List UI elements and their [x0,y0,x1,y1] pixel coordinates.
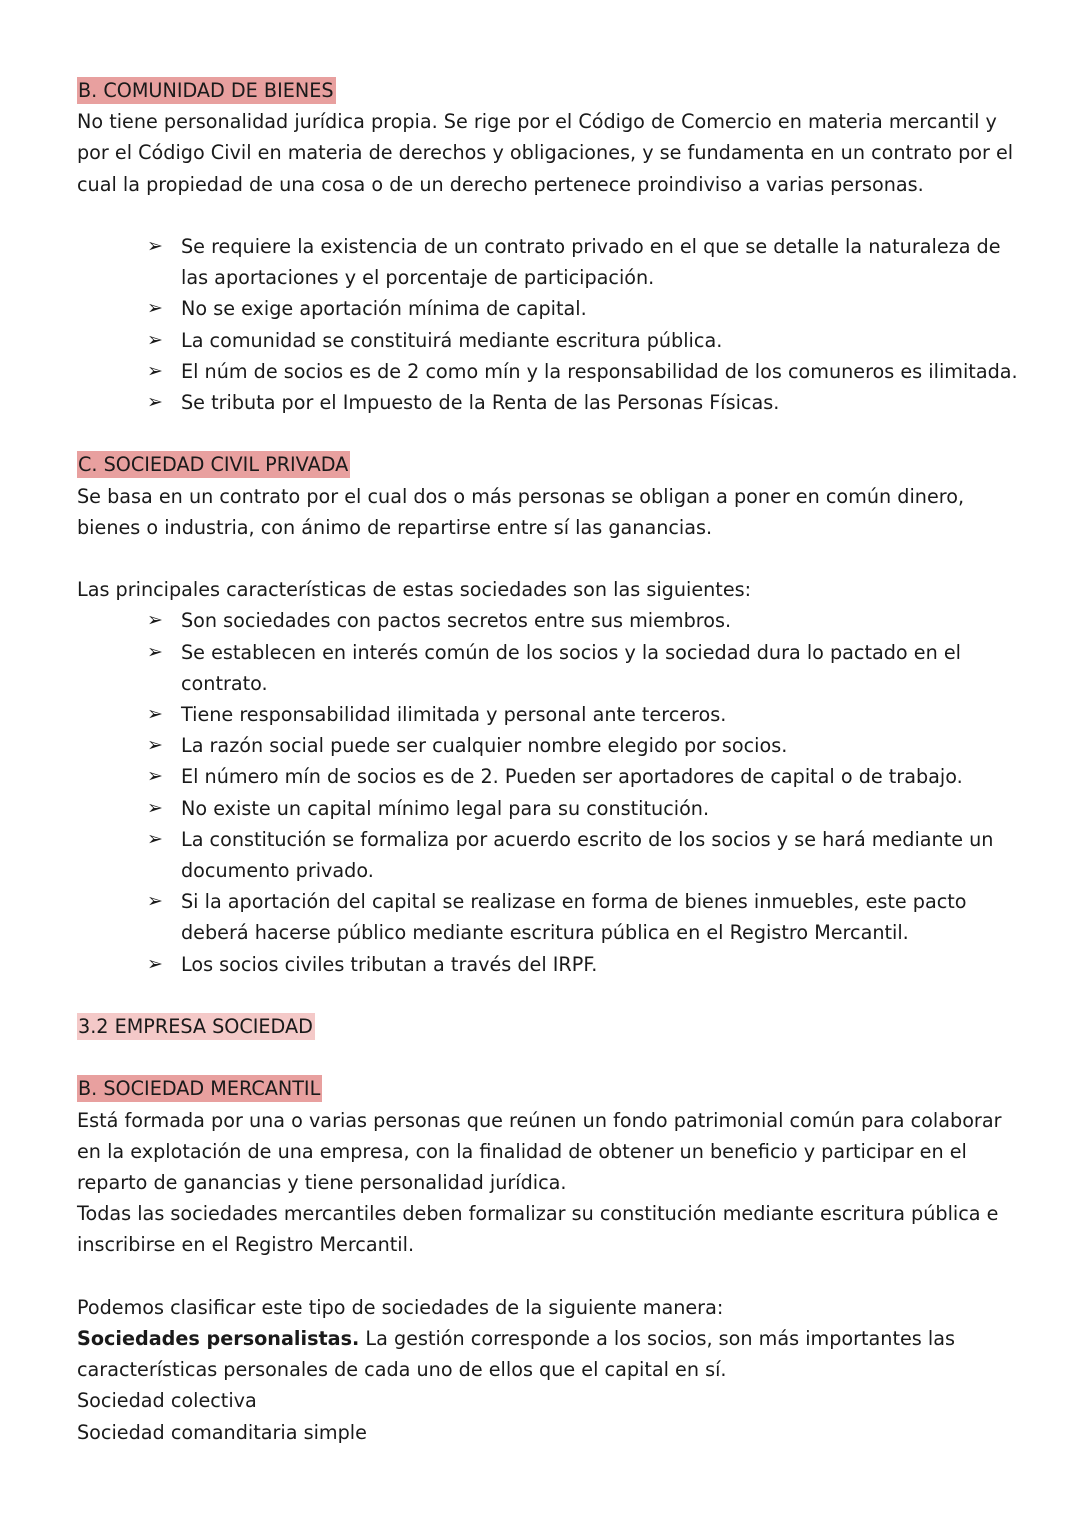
list-intro: Las principales características de estas sociedades son las siguientes: [77,578,752,602]
paragraph-line: Todas las sociedades mercantiles deben formalizar su constitución mediante escritura pública e [77,1202,999,1226]
paragraph-line: No tiene personalidad jurídica propia. Se rige por el Código de Comercio en materia mercantil y [77,110,997,134]
arrow-bullet-icon: ➢ [147,235,163,257]
section-heading-mercantil: B. SOCIEDAD MERCANTIL [78,1077,321,1101]
arrow-bullet-icon: ➢ [147,796,163,819]
list-item: ➢ Se requiere la existencia de un contrato privado en el que se detalle la naturaleza de las aportaciones y el porcentaje de participación. [77,231,990,293]
paragraph-line: Se basa en un contrato por el cual dos o más personas se obligan a poner en común dinero, [77,484,965,508]
list-item: ➢ Se establecen en interés común de los socios y la sociedad dura lo pactado en el contrato. [77,637,990,699]
arrow-bullet-icon: ➢ [147,765,163,788]
paragraph-line: reparto de ganancias y tiene personalidad jurídica. [77,1171,567,1195]
bullet-list-civil [77,605,994,979]
arrow-bullet-icon: ➢ [147,391,163,414]
paragraph-line: por el Código Civil en materia de derechos y obligaciones, y se fundamenta en un contrato por el [77,141,1014,165]
list-item: ➢ No se exige aportación mínima de capital. [77,293,990,324]
section-heading-empresa: 3.2 EMPRESA SOCIEDAD [78,1015,313,1039]
arrow-bullet-icon: ➢ [147,328,163,351]
list-item: ➢ La razón social puede ser cualquier nombre elegido por socios. [77,730,990,761]
arrow-bullet-icon: ➢ [147,734,163,757]
paragraph-line: características personales de cada uno de ellos que el capital en sí. [77,1358,727,1382]
paragraph-line: en la explotación de una empresa, con la finalidad de obtener un beneficio y participar en el [77,1139,967,1163]
personalistas-label: Sociedades personalistas. [77,1327,360,1351]
list-item: ➢ Son sociedades con pactos secretos entre sus miembros. [77,605,990,636]
list-item: ➢ La comunidad se constituirá mediante escritura pública. [77,325,990,356]
list-item: ➢ Se tributa por el Impuesto de la Renta de las Personas Físicas. [77,387,990,418]
section-heading-comunidad: B. COMUNIDAD DE BIENES [78,79,334,102]
bullet-list-comunidad [77,231,1018,418]
personalistas-line: Sociedades personalistas. La gestión corresponde a los socios, son más importantes las [77,1327,955,1351]
arrow-bullet-icon: ➢ [147,640,163,663]
society-type: Sociedad colectiva [77,1389,257,1413]
list-item: ➢ Los socios civiles tributan a través del IRPF. [77,949,990,980]
list-item: ➢ El número mín de socios es de 2. Pueden ser aportadores de capital o de trabajo. [77,761,990,792]
arrow-bullet-icon: ➢ [147,827,163,850]
list-item: ➢ El núm de socios es de 2 como mín y la responsabilidad de los comuneros es ilimitada. [77,356,990,387]
list-item: ➢ Si la aportación del capital se realizase en forma de bienes inmuebles, este pacto deberá hacerse público mediante escritura pública en el Registro Mercantil. [77,886,990,948]
list-item: ➢ Tiene responsabilidad ilimitada y personal ante terceros. [77,699,990,730]
arrow-bullet-icon: ➢ [147,297,163,320]
arrow-bullet-icon: ➢ [147,609,163,632]
section-heading-civil: C. SOCIEDAD CIVIL PRIVADA [78,453,349,477]
list-item: ➢ No existe un capital mínimo legal para su constitución. [77,793,990,824]
arrow-bullet-icon: ➢ [147,359,163,382]
list-item: ➢ La constitución se formaliza por acuerdo escrito de los socios y se hará mediante un documento privado. [77,824,990,886]
society-type: Sociedad comanditaria simple [77,1420,367,1444]
paragraph-line: inscribirse en el Registro Mercantil. [77,1233,415,1257]
arrow-bullet-icon: ➢ [147,890,163,913]
paragraph-line: bienes o industria, con ánimo de repartirse entre sí las ganancias. [77,515,713,539]
paragraph-line: Está formada por una o varias personas que reúnen un fondo patrimonial común para colaborar [77,1108,1002,1132]
arrow-bullet-icon: ➢ [147,703,163,726]
arrow-bullet-icon: ➢ [147,952,163,975]
classification-intro: Podemos clasificar este tipo de sociedades de la siguiente manera: [77,1295,724,1319]
paragraph-line: cual la propiedad de una cosa o de un derecho pertenece proindiviso a varias personas. [77,172,924,196]
